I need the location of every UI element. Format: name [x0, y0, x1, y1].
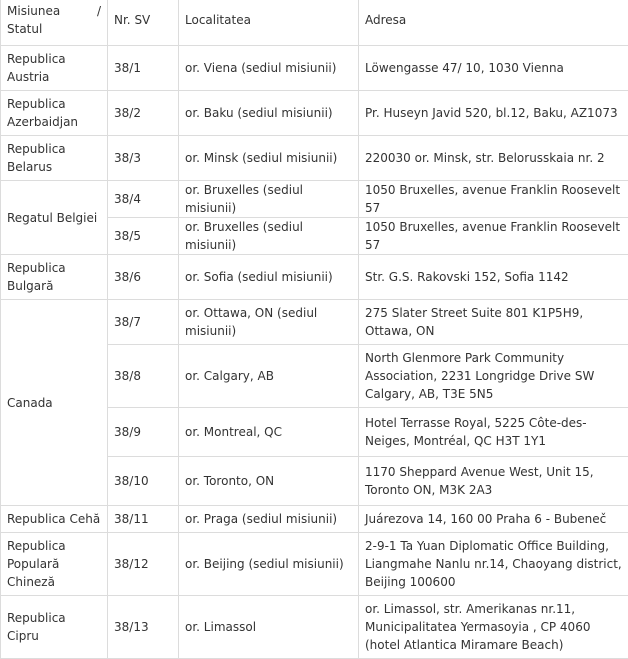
- cell-adresa: Str. G.S. Rakovski 152, Sofia 1142: [359, 255, 628, 300]
- cell-localitatea: or. Montreal, QC: [179, 408, 359, 457]
- cell-adresa: 220030 or. Minsk, str. Belorusskaia nr. 2: [359, 136, 628, 181]
- group-cell: Regatul Belgiei: [1, 181, 108, 255]
- cell-localitatea: or. Sofia (sediul misiunii): [179, 255, 359, 300]
- cell-localitatea: or. Bruxelles (sediul misiunii): [179, 218, 359, 255]
- cell-adresa: Juárezova 14, 160 00 Praha 6 - Bubeneč: [359, 506, 628, 533]
- header-adresa: Adresa: [359, 0, 628, 46]
- table-row: [1, 300, 628, 345]
- header-misiune-line1: Misiunea: [7, 4, 60, 18]
- cell-nr: 38/9: [108, 408, 179, 457]
- cell-localitatea: or. Minsk (sediul misiunii): [179, 136, 359, 181]
- table-row: [1, 181, 628, 218]
- cell-adresa: Pr. Huseyn Javid 520, bl.12, Baku, AZ1073: [359, 91, 628, 136]
- group-cell: Republica Belarus: [1, 136, 108, 181]
- group-cell: Republica Austria: [1, 46, 108, 91]
- group-cell: Republica Cipru: [1, 596, 108, 659]
- cell-localitatea: or. Beijing (sediul misiunii): [179, 533, 359, 596]
- group-cell: Republica Azerbaidjan: [1, 91, 108, 136]
- table-row: [1, 255, 628, 300]
- cell-adresa: Löwengasse 47/ 10, 1030 Vienna: [359, 46, 628, 91]
- cell-adresa: 1050 Bruxelles, avenue Franklin Roosevelt 57: [359, 181, 628, 218]
- cell-nr: 38/7: [108, 300, 179, 345]
- cell-localitatea: or. Praga (sediul misiunii): [179, 506, 359, 533]
- header-misiune-slash: /: [97, 2, 101, 20]
- cell-adresa: North Glenmore Park Community Association, 2231 Longridge Drive SW Calgary, AB, T3E 5N5: [359, 345, 628, 408]
- table-row: [1, 533, 628, 596]
- cell-nr: 38/5: [108, 218, 179, 255]
- cell-localitatea: or. Toronto, ON: [179, 457, 359, 506]
- cell-localitatea: or. Ottawa, ON (sediul misiunii): [179, 300, 359, 345]
- cell-localitatea: or. Limassol: [179, 596, 359, 659]
- cell-adresa: 275 Slater Street Suite 801 K1P5H9, Ottawa, ON: [359, 300, 628, 345]
- cell-nr: 38/13: [108, 596, 179, 659]
- header-nr: Nr. SV: [108, 0, 179, 46]
- table-row: [1, 46, 628, 91]
- cell-nr: 38/3: [108, 136, 179, 181]
- cell-localitatea: or. Viena (sediul misiunii): [179, 46, 359, 91]
- cell-localitatea: or. Calgary, AB: [179, 345, 359, 408]
- cell-nr: 38/8: [108, 345, 179, 408]
- cell-nr: 38/11: [108, 506, 179, 533]
- header-localitatea: Localitatea: [179, 0, 359, 46]
- header-misiune: [1, 0, 108, 46]
- cell-nr: 38/2: [108, 91, 179, 136]
- cell-localitatea: or. Bruxelles (sediul misiunii): [179, 181, 359, 218]
- table-row: [1, 136, 628, 181]
- group-cell: Republica Bulgară: [1, 255, 108, 300]
- header-row: [1, 0, 628, 46]
- group-cell: Republica Populară Chineză: [1, 533, 108, 596]
- cell-nr: 38/6: [108, 255, 179, 300]
- cell-localitatea: or. Baku (sediul misiunii): [179, 91, 359, 136]
- header-misiune-line2: Statul: [7, 22, 42, 36]
- cell-nr: 38/1: [108, 46, 179, 91]
- cell-adresa: or. Limassol, str. Amerikanas nr.11, Municipalitatea Yermasoyia , CP 4060 (hotel Atlantica Miramare Beach): [359, 596, 628, 659]
- table-row: [1, 596, 628, 659]
- cell-nr: 38/10: [108, 457, 179, 506]
- group-cell: Canada: [1, 300, 108, 506]
- cell-adresa: 1170 Sheppard Avenue West, Unit 15, Toronto ON, M3K 2A3: [359, 457, 628, 506]
- cell-adresa: 2-9-1 Ta Yuan Diplomatic Office Building, Liangmahe Nanlu nr.14, Chaoyang district, Beijing 100600: [359, 533, 628, 596]
- group-cell: Republica Cehă: [1, 506, 108, 533]
- cell-adresa: 1050 Bruxelles, avenue Franklin Roosevelt 57: [359, 218, 628, 255]
- table-row: [1, 506, 628, 533]
- cell-nr: 38/4: [108, 181, 179, 218]
- table-row: [1, 91, 628, 136]
- cell-adresa: Hotel Terrasse Royal, 5225 Côte-des-Neiges, Montréal, QC H3T 1Y1: [359, 408, 628, 457]
- cell-nr: 38/12: [108, 533, 179, 596]
